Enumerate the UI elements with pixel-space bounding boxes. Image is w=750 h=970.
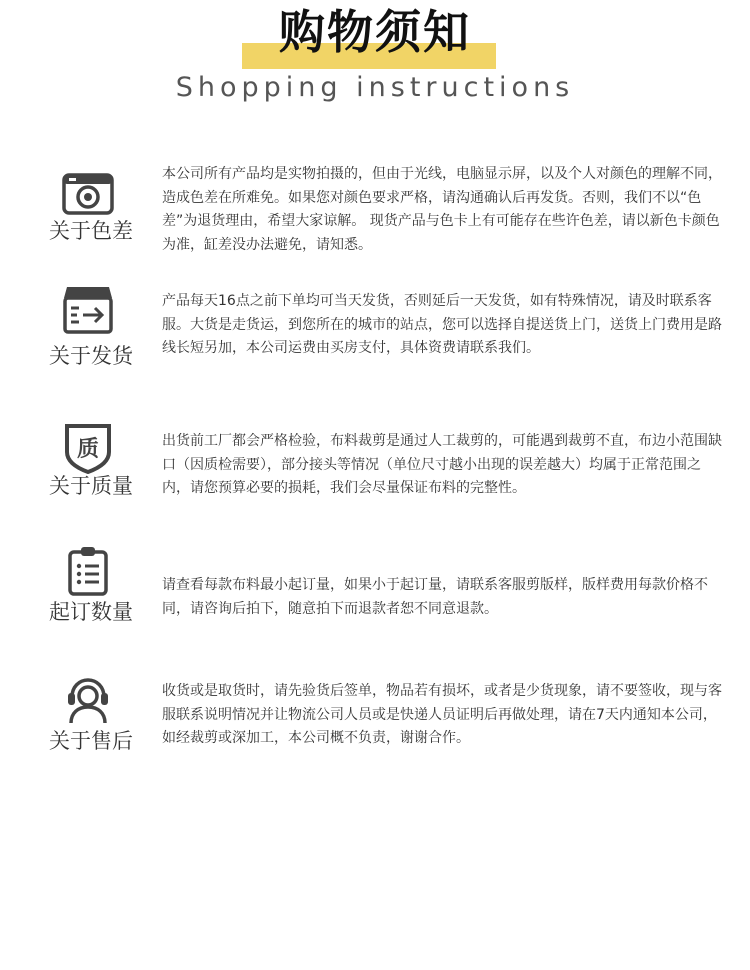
section-color-difference <box>0 160 750 270</box>
section-description: 出货前工厂都会严格检验，布料裁剪是通过人工裁剪的，可能遇到裁剪不直，布边小范围缺口（因质检需要），部分接头等情况（单位尺寸越小出现的误差越大）均属于正常范围之内，请您预算必要的损耗，我们会尽量保证布料的完整性。 <box>162 433 722 496</box>
section-description: 产品每天16点之前下单均可当天发货，否则延后一天发货，如有特殊情况，请及时联系客服。大货是走货运，到您所在的城市的站点，您可以选择自提送货上门，送货上门费用是路线长短另加，本公司运费由买房支付，具体资费请联系我们。 <box>162 293 722 356</box>
section-label: 起订数量 <box>49 600 133 624</box>
section-label: 关于色差 <box>49 219 133 243</box>
section-description: 收货或是取货时，请先验货后签单，物品若有损坏，或者是少货现象，请不要签收，现与客服联系说明情况并让物流公司人员或是快递人员证明后再做处理，请在7天内通知本公司，如经裁剪或深加工，本公司概不负责，谢谢合作。 <box>162 683 722 746</box>
section-description: 请查看每款布料最小起订量，如果小于起订量，请联系客服剪版样，版样费用每款价格不同，请咨询后拍下，随意拍下而退款者恕不同意退款。 <box>162 577 708 617</box>
section-label: 关于质量 <box>49 474 133 498</box>
quality-glyph: 质 <box>76 437 100 462</box>
clipboard-list-icon <box>58 542 118 598</box>
page-subtitle: Shopping instructions <box>175 72 575 103</box>
section-quality <box>0 420 750 530</box>
section-minimum-order <box>0 542 750 642</box>
delivery-box-icon <box>58 282 118 338</box>
headset-support-icon <box>58 672 118 728</box>
camera-icon <box>58 166 118 222</box>
section-label: 关于售后 <box>49 729 133 753</box>
quality-shield-icon <box>58 420 118 476</box>
page-title: 购物须知 <box>279 5 471 59</box>
section-label: 关于发货 <box>49 344 133 368</box>
section-description: 本公司所有产品均是实物拍摄的，但由于光线，电脑显示屏，以及个人对颜色的理解不同，造成色差在所难免。如果您对颜色要求严格，请沟通确认后再发货。否则，我们不以“色差”为退货理由，希望大家谅解。 现货产品与色卡上有可能存在些许色差，请以新色卡颜色为准，缸差没办法避免，请知悉。 <box>162 166 722 253</box>
section-after-sales <box>0 672 750 782</box>
section-shipping <box>0 282 750 392</box>
header <box>0 0 750 110</box>
